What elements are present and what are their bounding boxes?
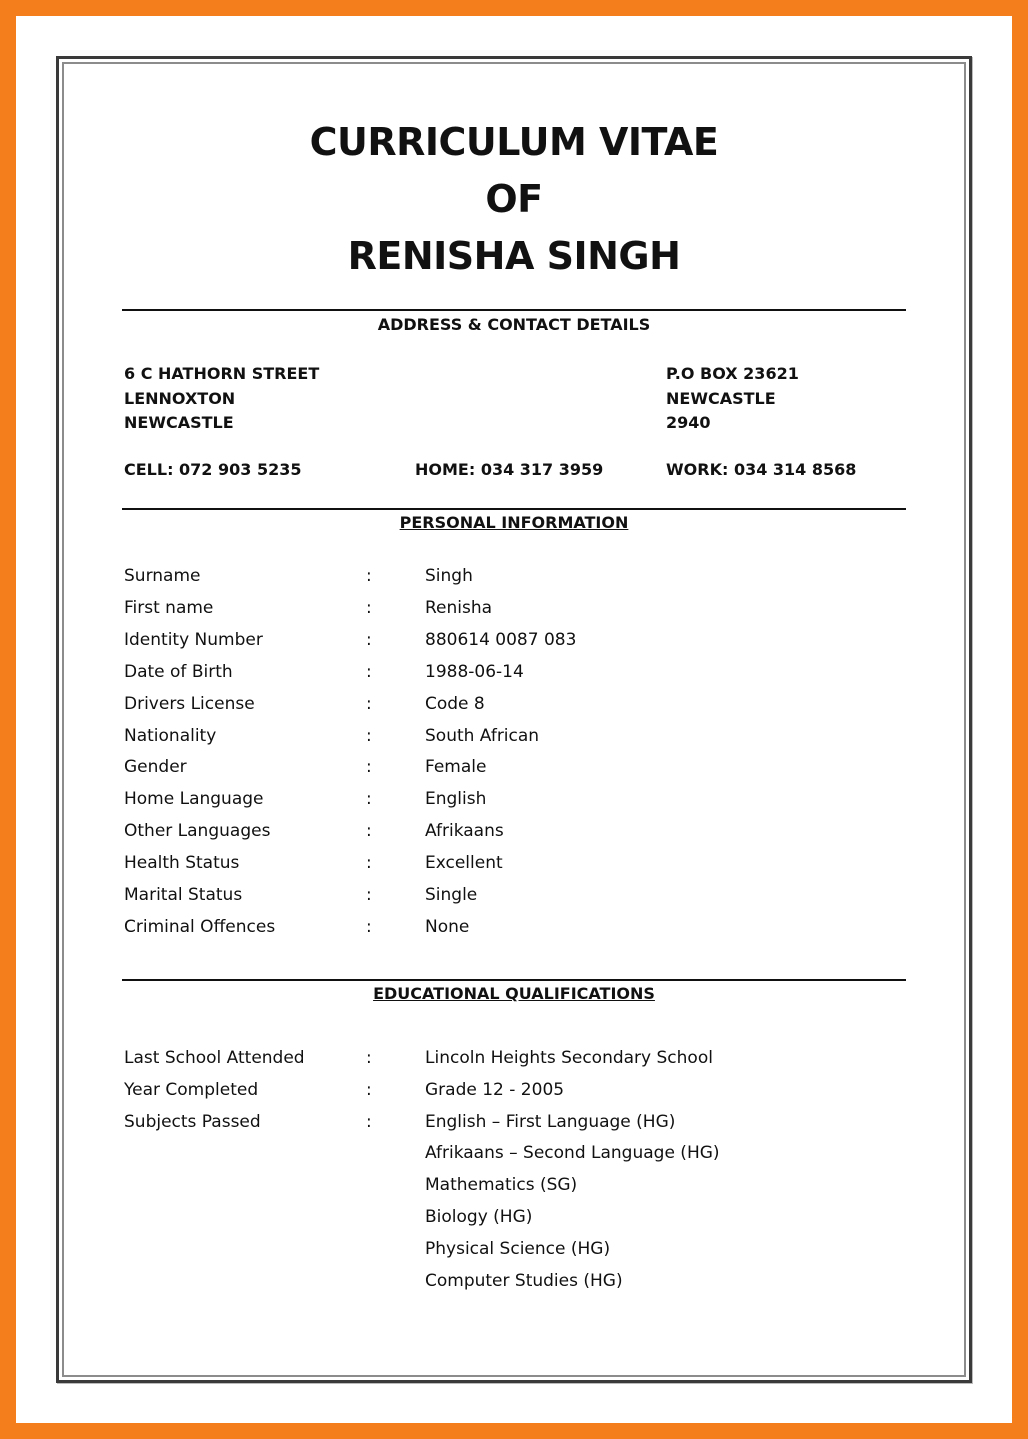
field-label: Criminal Offences (124, 917, 276, 937)
field-label: Nationality (124, 726, 217, 746)
subject-item: Computer Studies (HG) (425, 1271, 623, 1291)
field-separator: : (366, 917, 372, 937)
field-separator: : (366, 566, 372, 586)
field-label: Identity Number (124, 630, 263, 650)
field-separator: : (366, 821, 372, 841)
field-label: Other Languages (124, 821, 271, 841)
street-address-line: 6 C HATHORN STREET (124, 364, 320, 383)
field-separator: : (366, 726, 372, 746)
field-separator: : (366, 1080, 372, 1100)
field-separator: : (366, 1112, 372, 1132)
field-separator: : (366, 853, 372, 873)
field-value: Excellent (425, 853, 503, 873)
field-value: 1988-06-14 (425, 662, 524, 682)
field-separator: : (366, 885, 372, 905)
field-label: Year Completed (124, 1080, 259, 1100)
field-value: Renisha (425, 598, 493, 618)
work-number: WORK: 034 314 8568 (666, 460, 857, 479)
field-separator: : (366, 694, 372, 714)
field-separator: : (366, 662, 372, 682)
personal-heading: PERSONAL INFORMATION (399, 513, 629, 532)
field-value: South African (425, 726, 540, 746)
field-value: Afrikaans (425, 821, 504, 841)
street-address-line: NEWCASTLE (124, 413, 234, 432)
subject-item: Biology (HG) (425, 1207, 533, 1227)
field-value: English – First Language (HG) (425, 1112, 676, 1132)
field-label: First name (124, 598, 214, 618)
field-value: Code 8 (425, 694, 485, 714)
street-address-line: LENNOXTON (124, 388, 236, 408)
section-divider (122, 309, 906, 311)
section-divider (122, 508, 906, 510)
subject-item: Afrikaans – Second Language (HG) (425, 1143, 720, 1163)
field-label: Gender (124, 757, 187, 777)
cell-number: CELL: 072 903 5235 (124, 460, 302, 479)
field-label: Health Status (124, 853, 240, 873)
field-label: Home Language (124, 789, 264, 809)
field-value: 880614 0087 083 (425, 630, 577, 650)
field-separator: : (366, 1048, 372, 1068)
street-address (124, 362, 319, 436)
field-separator: : (366, 789, 372, 809)
field-label: Surname (124, 566, 201, 586)
field-value: Single (425, 885, 478, 905)
field-value: Female (425, 757, 487, 777)
cv-title-line1: CURRICULUM VITAE (309, 120, 719, 164)
field-label: Date of Birth (124, 662, 233, 682)
field-value: Lincoln Heights Secondary School (425, 1048, 713, 1068)
home-number: HOME: 034 317 3959 (415, 460, 604, 479)
field-separator: : (366, 630, 372, 650)
contact-heading: ADDRESS & CONTACT DETAILS (377, 315, 651, 334)
subject-item: Mathematics (SG) (425, 1175, 578, 1195)
field-separator: : (366, 757, 372, 777)
postal-address (666, 362, 799, 436)
field-value: Grade 12 - 2005 (425, 1080, 565, 1100)
postal-address-line: P.O BOX 23621 (666, 364, 799, 383)
field-value: English (425, 789, 487, 809)
cv-title-line2: OF (485, 177, 543, 221)
field-value: None (425, 917, 470, 937)
postal-address-line: NEWCASTLE (666, 388, 776, 408)
cv-title-name: RENISHA SINGH (347, 234, 681, 278)
field-separator: : (366, 598, 372, 618)
field-label: Subjects Passed (124, 1112, 261, 1132)
education-heading: EDUCATIONAL QUALIFICATIONS (373, 984, 655, 1003)
section-divider (122, 979, 906, 981)
postal-address-line: 2940 (666, 413, 711, 432)
subject-item: Physical Science (HG) (425, 1239, 611, 1259)
field-label: Last School Attended (124, 1048, 305, 1068)
field-value: Singh (425, 566, 473, 586)
field-label: Drivers License (124, 694, 255, 714)
field-label: Marital Status (124, 885, 243, 905)
